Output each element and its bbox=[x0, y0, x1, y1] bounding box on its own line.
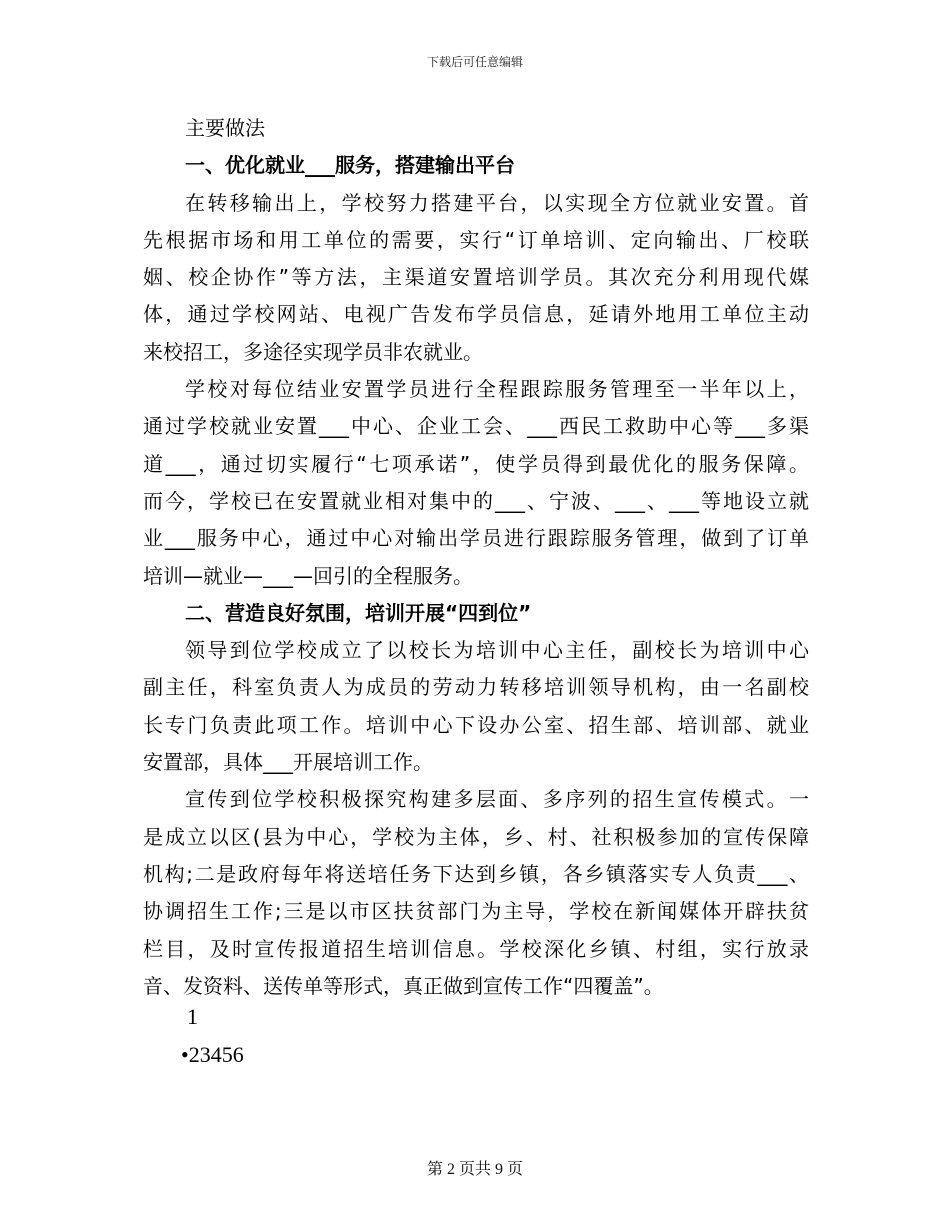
text-line: 宣传到位学校积极探究构建多层面、多序列的招生宣传模式。一 bbox=[185, 787, 809, 812]
text-line: 长专门负责此项工作。培训中心下设办公室、招生部、培训部、就业 bbox=[143, 712, 809, 737]
paragraph bbox=[143, 371, 809, 595]
paragraph bbox=[143, 110, 809, 147]
paragraph bbox=[143, 185, 809, 371]
text-line: 道___，通过切实履行“七项承诺”，使学员得到最优化的服务保障。 bbox=[143, 451, 809, 476]
text-line: 在转移输出上，学校努力搭建平台，以实现全方位就业安置。首 bbox=[185, 190, 809, 215]
text-line: 来校招工，多途径实现学员非农就业。 bbox=[143, 339, 483, 364]
text-line: 领导到位学校成立了以校长为培训中心主任，副校长为培训中心 bbox=[185, 638, 809, 663]
text-line: 二、营造良好氛围，培训开展“四到位” bbox=[185, 600, 532, 625]
text-line: 主要做法 bbox=[185, 116, 265, 140]
page-number-marker: 1 bbox=[187, 1004, 198, 1029]
document-body bbox=[143, 110, 809, 1005]
text-line: 一、优化就业___服务，搭建输出平台 bbox=[185, 153, 515, 178]
text-line: 先根据市场和用工单位的需要，实行“订单培训、定向输出、厂校联 bbox=[143, 227, 809, 252]
page-footer: 第 2 页共 9 页 bbox=[426, 1161, 523, 1178]
text-line: 机构;二是政府每年将送培任务下达到乡镇，各乡镇落实专人负责___、 bbox=[143, 861, 809, 886]
text-line: 安置部，具体___开展培训工作。 bbox=[143, 750, 433, 775]
page-header: 下载后可任意编辑 bbox=[426, 55, 523, 69]
paragraph bbox=[143, 781, 809, 1005]
text-line: 培训—就业—___—回引的全程服务。 bbox=[143, 563, 473, 588]
text-line: 副主任，科室负责人为成员的劳动力转移培训领导机构，由一名副校 bbox=[143, 675, 809, 700]
text-line: 通过学校就业安置___中心、企业工会、___西民工救助中心等___多渠 bbox=[143, 414, 809, 439]
text-line: 学校对每位结业安置学员进行全程跟踪服务管理至一半年以上， bbox=[185, 377, 809, 402]
section-heading bbox=[143, 147, 809, 184]
text-line: 协调招生工作;三是以市区扶贫部门为主导，学校在新闻媒体开辟扶贫 bbox=[143, 899, 809, 924]
bullet-number-line: •23456 bbox=[181, 1042, 244, 1067]
text-line: 栏目，及时宣传报道招生培训信息。学校深化乡镇、村组，实行放录 bbox=[143, 936, 809, 961]
text-line: 而今，学校已在安置就业相对集中的___、宁波、___、___等地设立就 bbox=[143, 488, 809, 513]
section-heading bbox=[143, 595, 809, 632]
text-line: 音、发资料、送传单等形式，真正做到宣传工作“四覆盖”。 bbox=[143, 973, 664, 998]
text-line: 姻、校企协作”等方法，主渠道安置培训学员。其次充分利用现代媒 bbox=[143, 265, 809, 290]
text-line: 体，通过学校网站、电视广告发布学员信息，延请外地用工单位主动 bbox=[143, 302, 809, 327]
text-line: 是成立以区(县为中心，学校为主体，乡、村、社积极参加的宣传保障 bbox=[143, 824, 809, 849]
text-line: 业___服务中心，通过中心对输出学员进行跟踪服务管理，做到了订单 bbox=[143, 526, 809, 551]
paragraph bbox=[143, 632, 809, 781]
